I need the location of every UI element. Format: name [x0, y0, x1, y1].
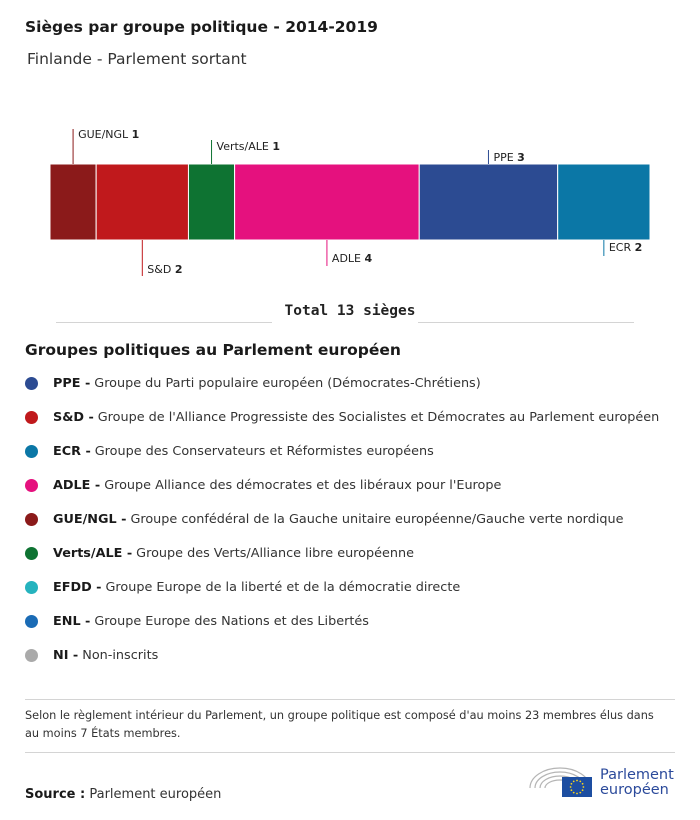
bar-segment-ecr	[558, 164, 650, 240]
bar-segment-gue-ngl	[50, 164, 96, 240]
legend-text: Groupe du Parti populaire européen (Démocrates-Chrétiens)	[94, 375, 481, 391]
bar-segment-s-d	[96, 164, 188, 240]
bar-segment-ppe	[419, 164, 557, 240]
data-label-verts-ale: Verts/ALE 1	[216, 140, 281, 153]
data-label-gue-ngl: GUE/NGL 1	[78, 128, 140, 141]
legend-heading: Groupes politiques au Parlement européen	[25, 341, 401, 359]
legend-dot	[25, 445, 38, 458]
seats-bar-chart	[0, 110, 700, 285]
source-label: Source :	[25, 787, 86, 802]
legend-text: Groupe de l'Alliance Progressiste des Socialistes et Démocrates au Parlement européen	[97, 409, 660, 425]
legend-abbr: S&D -	[53, 409, 94, 425]
european-parliament-logo	[528, 762, 678, 802]
legend-item-enl	[25, 604, 659, 638]
legend-abbr: ADLE -	[53, 477, 101, 493]
legend-text: Groupe confédéral de la Gauche unitaire européenne/Gauche verte nordique	[130, 511, 624, 527]
chart-title: Sièges par groupe politique - 2014-2019	[25, 18, 378, 36]
legend-item-ppe	[25, 366, 659, 400]
data-label-ecr: ECR 2	[608, 241, 643, 254]
hemicycle-icon	[528, 762, 594, 802]
total-divider-right	[418, 322, 634, 323]
legend-text: Non-inscrits	[82, 647, 159, 663]
chart-subtitle: Finlande - Parlement sortant	[27, 50, 247, 68]
legend-item-ecr	[25, 434, 659, 468]
legend-text: Groupe Europe de la liberté et de la démocratie directe	[105, 579, 461, 595]
legend-item-gue-ngl	[25, 502, 659, 536]
total-divider-left	[56, 322, 272, 323]
legend-dot	[25, 479, 38, 492]
legend-dot	[25, 377, 38, 390]
legend-abbr: Verts/ALE -	[53, 545, 133, 561]
legend-text: Groupe des Conservateurs et Réformistes européens	[94, 443, 434, 459]
legend-abbr: ECR -	[53, 443, 91, 459]
logo-line-1: Parlement	[600, 767, 674, 783]
logo-wordmark	[600, 768, 674, 798]
data-label-adle: ADLE 4	[331, 252, 373, 265]
legend-abbr: EFDD -	[53, 579, 102, 595]
data-label-ppe: PPE 3	[493, 151, 525, 164]
legend-item-adle	[25, 468, 659, 502]
legend-dot	[25, 513, 38, 526]
legend-item-verts-ale	[25, 536, 659, 570]
bar-segment-verts-ale	[188, 164, 234, 240]
legend-text: Groupe Europe des Nations et des Libertés	[94, 613, 369, 629]
legend-dot	[25, 615, 38, 628]
data-label-s-d: S&D 2	[147, 263, 183, 276]
legend-dot	[25, 581, 38, 594]
note-divider-top	[25, 699, 675, 700]
legend-item-ni	[25, 638, 659, 672]
legend-abbr: ENL -	[53, 613, 91, 629]
bar-segment-adle	[235, 164, 420, 240]
legend-text: Groupe Alliance des démocrates et des libéraux pour l'Europe	[104, 477, 502, 493]
legend-abbr: NI -	[53, 647, 79, 663]
note-divider-bottom	[25, 752, 675, 753]
logo-line-2: européen	[600, 782, 669, 798]
legend-abbr: PPE -	[53, 375, 91, 391]
total-seats-label: Total 13 sièges	[284, 303, 416, 319]
source	[25, 787, 221, 802]
legend-dot	[25, 547, 38, 560]
legend-item-sd	[25, 400, 659, 434]
legend-item-efdd	[25, 570, 659, 604]
legend	[25, 366, 659, 672]
legend-dot	[25, 649, 38, 662]
legend-text: Groupe des Verts/Alliance libre européenne	[136, 545, 414, 561]
legend-dot	[25, 411, 38, 424]
footnote: Selon le règlement intérieur du Parlement, un groupe politique est composé d'au moins 23 membres élus dans au moins 7 États membres.	[25, 709, 654, 740]
legend-abbr: GUE/NGL -	[53, 511, 127, 527]
source-value: Parlement européen	[89, 787, 222, 802]
